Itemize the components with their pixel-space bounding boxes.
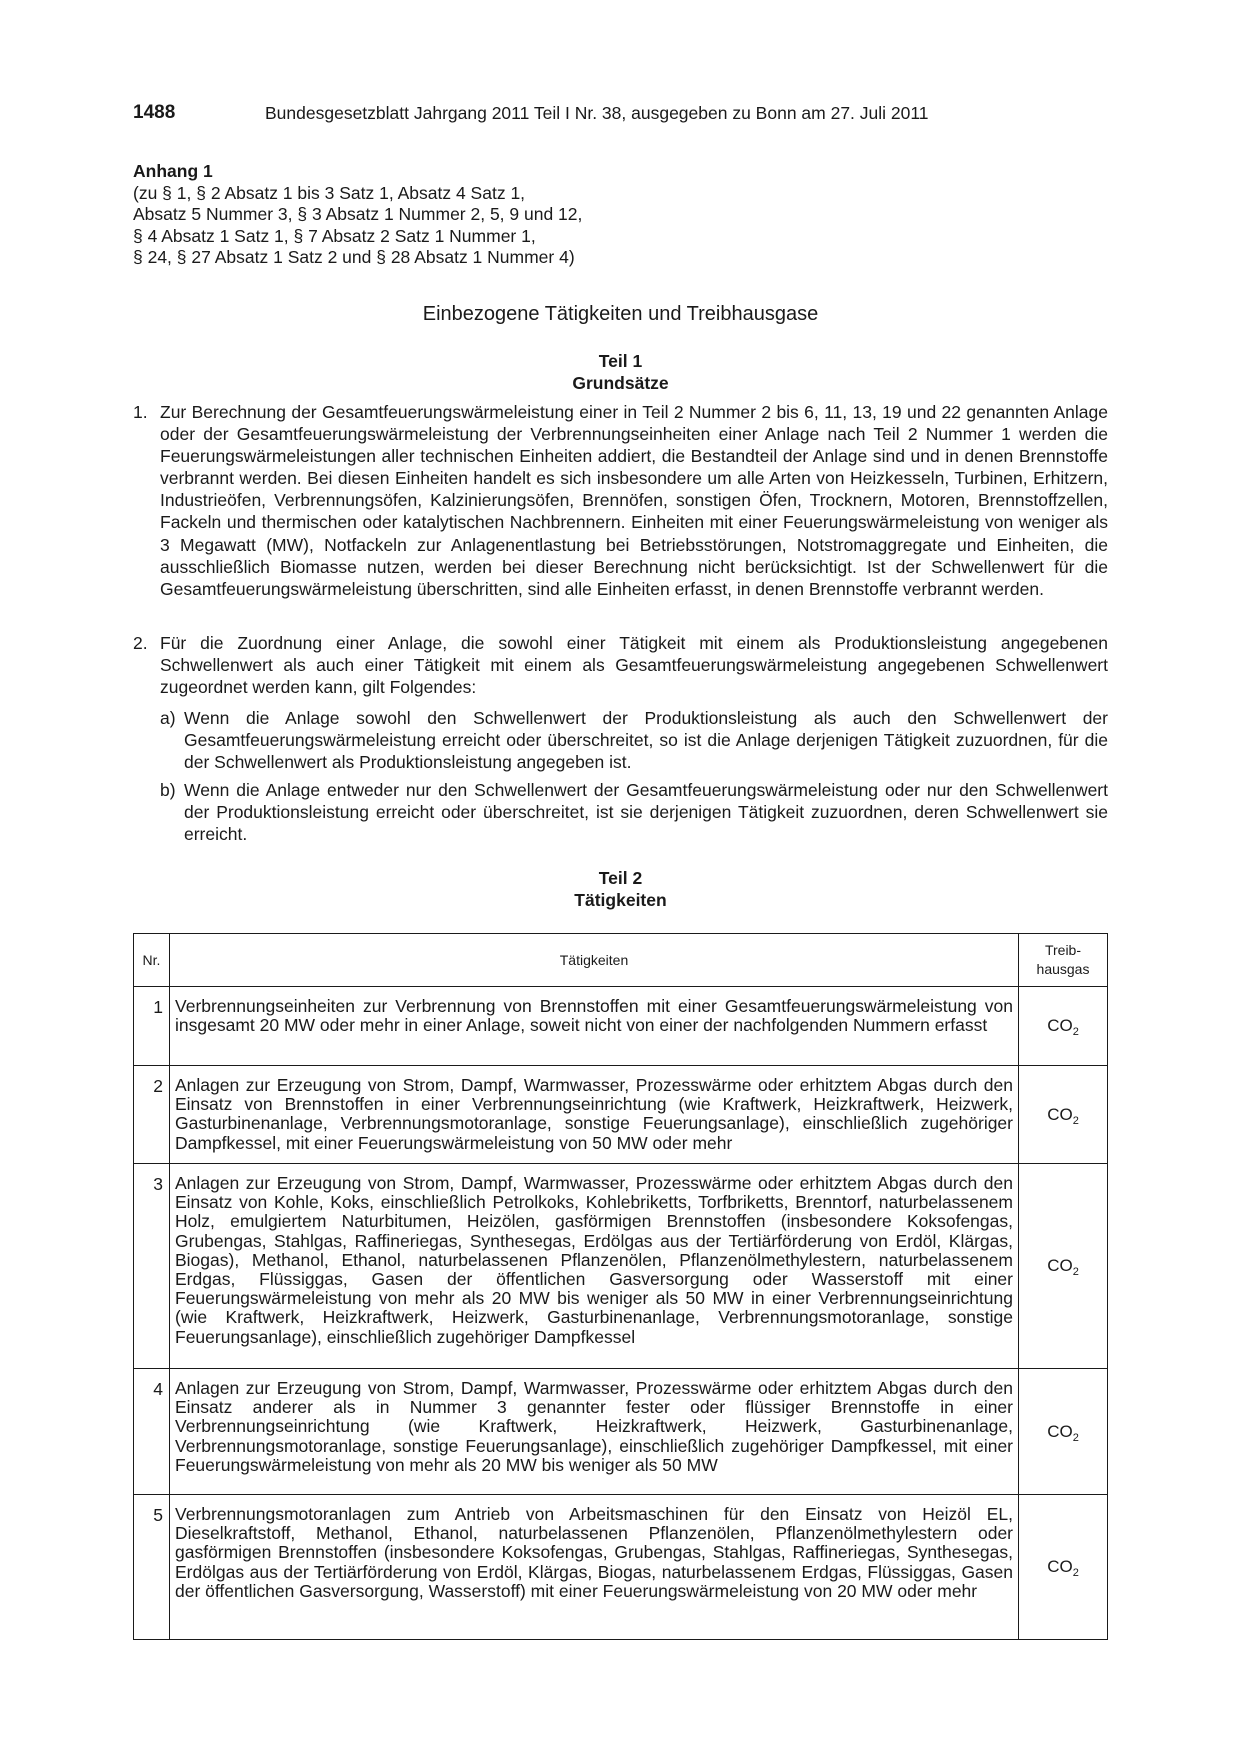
annex-reference-line: § 4 Absatz 1 Satz 1, § 7 Absatz 2 Satz 1 Nummer 1, xyxy=(133,225,536,246)
row-number: 3 xyxy=(134,1164,170,1369)
item-letter: a) xyxy=(160,708,176,728)
row-number: 4 xyxy=(134,1369,170,1495)
part1-heading xyxy=(133,350,1108,394)
paragraph-text: Zur Berechnung der Gesamtfeuerungswärmeleistung einer in Teil 2 Nummer 2 bis 6, 11, 13, 19 und 22 genannten Anlage oder der Gesamtfeuerungswärmeleistung der Verbrennungseinheiten einer Anlage nach Teil 2 Nummer 1 werden die Feuerungswärmeleistungen aller technischen Einheiten addiert, die Bestandteil der Anlage sind und in denen Brennstoffe verbrannt werden. Bei diesen Einheiten handelt es sich insbesondere um alle Arten von Heizkesseln, Turbinen, Erhitzern, Industrieöfen, Verbrennungsöfen, Kalzinierungsöfen, Brennöfen, sonstigen Öfen, Trocknern, Motoren, Brennstoffzellen, Fackeln und thermischen oder katalytischen Nachbrennern. Einheiten mit einer Feuerungswärmeleistung von weniger als 3 Megawatt (MW), Notfackeln zur Anlagenentlastung bei Betriebsstörungen, Notstromaggregate und Einheiten, die ausschließlich Biomasse nutzen, werden bei dieser Berechnung nicht berücksichtigt. Ist der Schwellenwert für die Gesamtfeuerungswärmeleistung überschritten, sind alle Einheiten erfasst, in denen Brennstoffe verbrannt werden. xyxy=(160,402,1108,599)
principle-paragraph-1 xyxy=(133,401,1108,600)
column-header-activity: Tätigkeiten xyxy=(170,934,1019,987)
activity-cell: Verbrennungsmotoranlagen zum Antrieb von Arbeitsmaschinen für den Einsatz von Heizöl EL, Dieselkraftstoff, Methanol, Ethanol, naturbelassenen Pflanzenölen, Pflanzenölmethylestern oder gasförmigen Brennstoffen (insbesondere Koksofengas, Grubengas, Stahlgas, Raffineriegas, Synthesegas, Erdölgas aus der Tertiärförderung von Erdöl, Klärgas, Biogas, naturbelassenem Erdgas, Flüssiggas, Gasen der öffentlichen Gasversorgung, Wasserstoff) mit einer Feuerungswärmeleistung von 20 MW oder mehr xyxy=(170,1495,1019,1640)
paragraph-item-a xyxy=(160,707,1108,773)
gas-cell xyxy=(1019,1369,1108,1495)
page-number: 1488 xyxy=(133,102,176,123)
running-header xyxy=(133,102,1108,126)
gas-cell xyxy=(1019,987,1108,1066)
annex-reference-line: (zu § 1, § 2 Absatz 1 bis 3 Satz 1, Absatz 4 Satz 1, xyxy=(133,182,526,203)
table-header-row xyxy=(134,934,1108,987)
activity-cell: Anlagen zur Erzeugung von Strom, Dampf, Warmwasser, Prozesswärme oder erhitztem Abgas durch den Einsatz von Kohle, Koks, einschließlich Petrolkoks, Kohlebriketts, Torfbriketts, Brenntorf, naturbelassenem Holz, emulgiertem Naturbitumen, Heizölen, gasförmigen Brennstoffen (insbesondere Koksofengas, Grubengas, Stahlgas, Raffineriegas, Synthesegas, Erdölgas aus der Tertiärförderung von Erdöl, Klärgas, Biogas), Methanol, Ethanol, naturbelassenen Pflanzenölen, Pflanzenölmethylestern, naturbelassenem Erdgas, Flüssiggas, Gasen der öffentlichen Gasversorgung oder Wasserstoff mit einer Feuerungswärmeleistung von mehr als 20 MW bis weniger als 50 MW in einer Verbrennungseinrichtung (wie Kraftwerk, Heizkraftwerk, Heizwerk, Gasturbinenanlage, Verbrennungsmotoranlage, sonstige Feuerungsanlage), einschließlich zugehöriger Dampfkessel xyxy=(170,1164,1019,1369)
section-title: Einbezogene Tätigkeiten und Treibhausgase xyxy=(422,303,819,325)
gas-subscript: 2 xyxy=(1072,1026,1079,1038)
item-letter: b) xyxy=(160,780,176,800)
gas-subscript: 2 xyxy=(1072,1114,1079,1127)
table-row xyxy=(134,1495,1108,1640)
part2-label: Teil 2 xyxy=(598,868,643,888)
gas-cell xyxy=(1019,1164,1108,1369)
activity-cell: Verbrennungseinheiten zur Verbrennung von Brennstoffen mit einer Gesamtfeuerungswärmeleistung von insgesamt 20 MW oder mehr in einer Anlage, soweit nicht von einer der nachfolgenden Nummern erfasst xyxy=(170,987,1019,1066)
paragraph-item-b xyxy=(160,779,1108,845)
column-header-nr: Nr. xyxy=(134,934,170,987)
part2-title: Tätigkeiten xyxy=(574,890,667,910)
table-row xyxy=(134,1369,1108,1495)
principle-paragraph-2 xyxy=(133,632,1108,698)
gas-header-line: hausgas xyxy=(1036,961,1090,977)
gas-subscript: 2 xyxy=(1072,1567,1079,1579)
gas-formula: CO xyxy=(1047,1104,1073,1124)
gas-header-line: Treib- xyxy=(1044,942,1082,958)
table-row xyxy=(134,1164,1108,1369)
annex-block xyxy=(133,161,833,269)
gas-cell xyxy=(1019,1495,1108,1640)
part1-title: Grundsätze xyxy=(572,373,669,393)
paragraph-number: 1. xyxy=(133,402,148,422)
activity-cell: Anlagen zur Erzeugung von Strom, Dampf, Warmwasser, Prozesswärme oder erhitztem Abgas durch den Einsatz von Brennstoffen in einer Verbrennungseinrichtung (wie Kraftwerk, Heizkraftwerk, Heizwerk, Gasturbinenanlage, Verbrennungsmotoranlage, sonstige Feuerungsanlage), einschließlich zugehöriger Dampfkessel, mit einer Feuerungswärmeleistung von 50 MW oder mehr xyxy=(170,1066,1019,1164)
activity-cell: Anlagen zur Erzeugung von Strom, Dampf, Warmwasser, Prozesswärme oder erhitztem Abgas durch den Einsatz anderer als in Nummer 3 genannter fester oder flüssiger Brennstoffe in einer Verbrennungseinrichtung (wie Kraftwerk, Heizkraftwerk, Heizwerk, Gasturbinenanlage, Verbrennungsmotoranlage, sonstige Feuerungsanlage), einschließlich zugehöriger Dampfkessel, mit einer Feuerungswärmeleistung von mehr als 20 MW bis weniger als 50 MW xyxy=(170,1369,1019,1495)
gas-subscript: 2 xyxy=(1072,1431,1079,1444)
row-number: 5 xyxy=(134,1495,170,1640)
activities-table xyxy=(133,933,1108,1640)
gas-formula: CO xyxy=(1047,1016,1073,1035)
column-header-gas xyxy=(1019,934,1108,987)
row-number: 2 xyxy=(134,1066,170,1164)
gas-cell xyxy=(1019,1066,1108,1164)
part1-label: Teil 1 xyxy=(598,351,643,371)
part2-heading xyxy=(133,867,1108,911)
item-text: Wenn die Anlage entweder nur den Schwellenwert der Gesamtfeuerungswärmeleistung oder nur den Schwellenwert der Produktionsleistung erreicht oder überschreitet, ist sie derjenigen Tätigkeit zuzuordnen, deren Schwellenwert sie erreicht. xyxy=(184,780,1108,845)
gazette-reference: Bundesgesetzblatt Jahrgang 2011 Teil I Nr. 38, ausgegeben zu Bonn am 27. Juli 2011 xyxy=(265,103,929,123)
table-row xyxy=(134,1066,1108,1164)
gas-formula: CO xyxy=(1047,1557,1073,1576)
gas-formula: CO xyxy=(1047,1421,1073,1441)
gas-subscript: 2 xyxy=(1072,1266,1079,1278)
paragraph-text: Für die Zuordnung einer Anlage, die sowohl einer Tätigkeit mit einem als Produktionsleistung angegebenen Schwellenwert als auch einer Tätigkeit mit einem als Gesamtfeuerungswärmeleistung angegebenen Schwellenwert zugeordnet werden kann, gilt Folgendes: xyxy=(160,633,1108,698)
annex-reference-line: § 24, § 27 Absatz 1 Satz 2 und § 28 Absatz 1 Nummer 4) xyxy=(133,247,575,267)
gas-formula: CO xyxy=(1047,1256,1073,1275)
annex-title: Anhang 1 xyxy=(133,161,213,181)
paragraph-number: 2. xyxy=(133,633,148,653)
table-row xyxy=(134,987,1108,1066)
item-text: Wenn die Anlage sowohl den Schwellenwert der Produktionsleistung als auch den Schwellenwert der Gesamtfeuerungswärmeleistung erreicht oder überschreitet, so ist die Anlage derjenigen Tätigkeit zuzuordnen, für die der Schwellenwert als Produktionsleistung angegeben ist. xyxy=(184,708,1108,773)
row-number: 1 xyxy=(134,987,170,1066)
annex-reference-line: Absatz 5 Nummer 3, § 3 Absatz 1 Nummer 2, 5, 9 und 12, xyxy=(133,204,583,224)
